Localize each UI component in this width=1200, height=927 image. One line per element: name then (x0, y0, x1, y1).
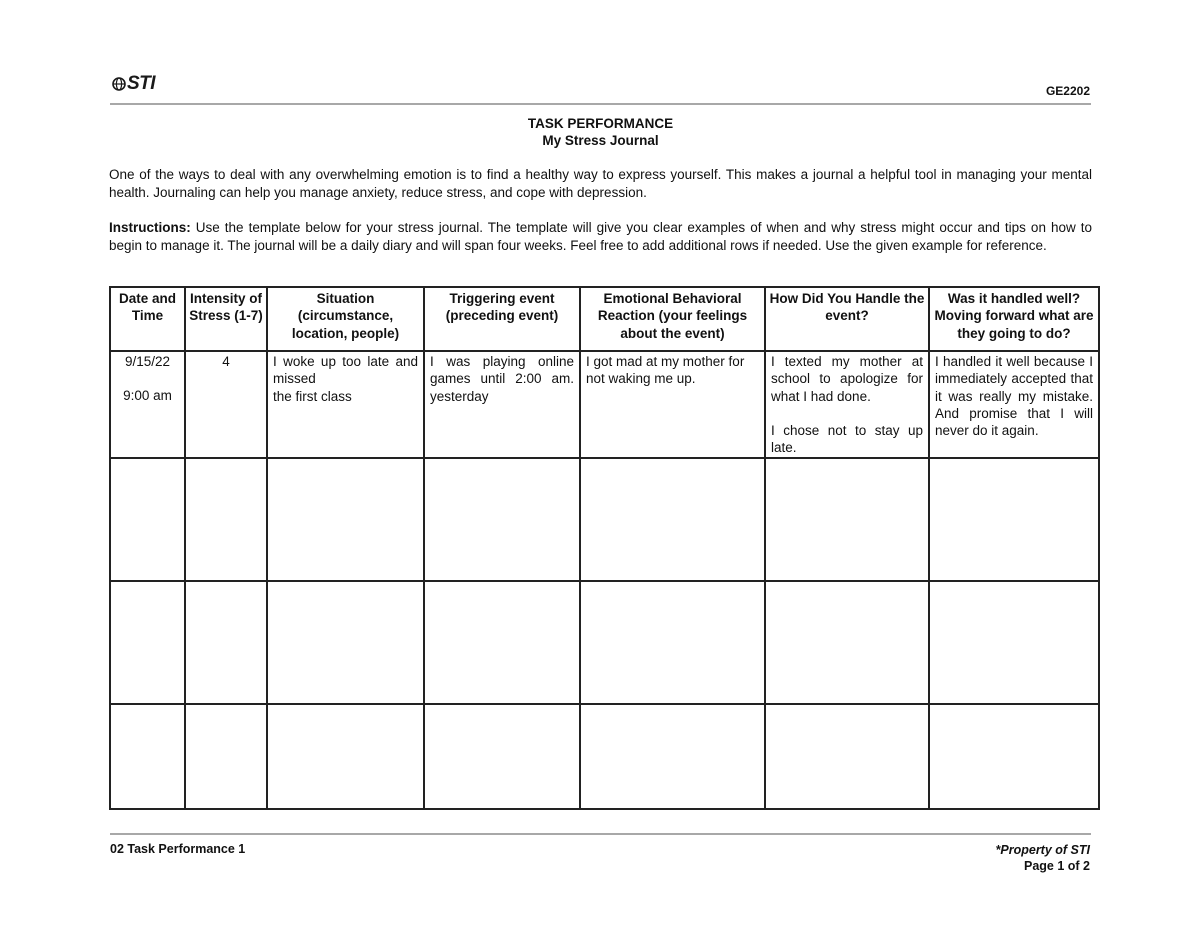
blank-cell[interactable] (424, 458, 580, 581)
blank-cell[interactable] (929, 704, 1099, 809)
header-divider (110, 103, 1091, 105)
blank-cell[interactable] (929, 581, 1099, 704)
blank-cell[interactable] (580, 581, 765, 704)
blank-cell[interactable] (185, 458, 267, 581)
page-title (110, 115, 1091, 149)
title-line-1: TASK PERFORMANCE (527, 116, 674, 131)
logo-text: STI (127, 73, 156, 94)
sti-logo (112, 73, 155, 95)
blank-row (110, 581, 1099, 704)
footer-property: *Property of STI (995, 843, 1090, 857)
example-situation-1: I woke up too late and missed (273, 354, 418, 387)
intro-paragraph: One of the ways to deal with any overwhelming emotion is to find a healthy way to express yourself. This makes a journal a helpful tool in managing your mental health. Journaling can help you manage anxiety, reduce stress, and cope with depression. (109, 167, 1092, 200)
blank-cell[interactable] (765, 581, 929, 704)
instructions-label: Instructions: (109, 220, 191, 235)
blank-row (110, 458, 1099, 581)
header-date-time: Date and Time (110, 287, 185, 351)
blank-cell[interactable] (110, 458, 185, 581)
blank-cell[interactable] (424, 704, 580, 809)
header-trigger: Triggering event (preceding event) (424, 287, 580, 351)
blank-cell[interactable] (267, 458, 424, 581)
blank-cell[interactable] (580, 704, 765, 809)
cell-situation (267, 351, 424, 458)
blank-cell[interactable] (424, 581, 580, 704)
example-handled-2: I chose not to stay up late. (771, 422, 923, 456)
example-situation-2: the first class (273, 388, 352, 404)
footer-document-name: 02 Task Performance 1 (110, 842, 246, 856)
header-situation: Situation (circumstance, location, people) (267, 287, 424, 351)
footer-page-number: Page 1 of 2 (1024, 859, 1090, 873)
instructions-paragraph (109, 219, 1092, 254)
example-row (110, 351, 1099, 458)
footer-divider (110, 833, 1091, 835)
blank-cell[interactable] (110, 581, 185, 704)
title-line-2: My Stress Journal (542, 133, 659, 148)
blank-cell[interactable] (267, 704, 424, 809)
blank-cell[interactable] (765, 704, 929, 809)
globe-icon (112, 77, 126, 91)
cell-outcome: I handled it well because I immediately accepted that it was really my mistake. And promise that I will never do it again. (929, 351, 1099, 458)
cell-intensity: 4 (185, 351, 267, 458)
blank-cell[interactable] (185, 704, 267, 809)
header-intensity: Intensity of Stress (1-7) (185, 287, 267, 351)
header-row (110, 287, 1099, 351)
course-code: GE2202 (1045, 84, 1090, 98)
blank-row (110, 704, 1099, 809)
cell-trigger: I was playing online games until 2:00 am. yesterday (424, 351, 580, 458)
cell-handled (765, 351, 929, 458)
example-time: 9:00 am (123, 388, 172, 404)
blank-cell[interactable] (929, 458, 1099, 581)
blank-cell[interactable] (580, 458, 765, 581)
header-outcome: Was it handled well? Moving forward what are they going to do? (929, 287, 1099, 351)
header-reaction: Emotional Behavioral Reaction (your feelings about the event) (580, 287, 765, 351)
blank-cell[interactable] (267, 581, 424, 704)
blank-cell[interactable] (765, 458, 929, 581)
footer-right (996, 842, 1090, 874)
instructions-text: Use the template below for your stress journal. The template will give you clear examples of when and why stress might occur and tips on how to begin to manage it. The journal will be a daily diary and will span four weeks. Feel free to add additional rows if needed. Use the given example for reference. (109, 220, 1092, 253)
blank-cell[interactable] (110, 704, 185, 809)
header-handled: How Did You Handle the event? (765, 287, 929, 351)
example-date: 9/15/22 (124, 354, 171, 369)
cell-reaction: I got mad at my mother for not waking me up. (580, 351, 765, 458)
example-handled-1: I texted my mother at school to apologize for what I had done. (771, 354, 923, 404)
stress-journal-table (109, 286, 1100, 810)
blank-cell[interactable] (185, 581, 267, 704)
cell-date-time (110, 351, 185, 458)
